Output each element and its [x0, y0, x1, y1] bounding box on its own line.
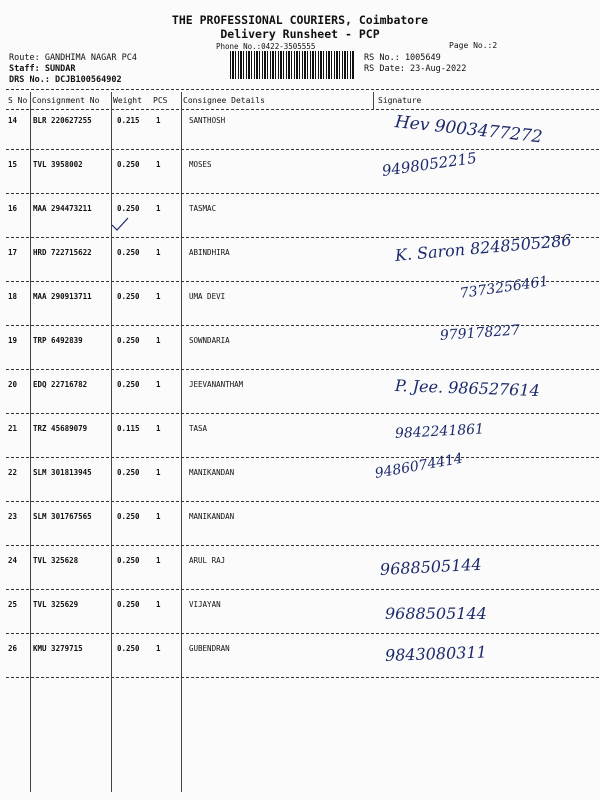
row-signature: 7373256461 [458, 273, 550, 302]
row-consignee: TASA [189, 424, 208, 433]
row-consignment: TRP 6492839 [33, 336, 83, 345]
row-sno: 19 [8, 336, 18, 345]
row-signature: 9843080311 [384, 642, 488, 665]
row-sno: 25 [8, 600, 18, 609]
row-divider [6, 545, 599, 546]
row-consignee: UMA DEVI [189, 292, 226, 301]
barcode-image [230, 51, 355, 79]
row-signature: 9486074414 [373, 450, 465, 482]
row-pcs: 1 [156, 248, 161, 257]
column-sno: S No [8, 96, 28, 105]
row-sno: 15 [8, 160, 18, 169]
row-pcs: 1 [156, 512, 161, 521]
header-top-rule [6, 89, 599, 90]
row-signature: 9688505144 [385, 604, 487, 623]
row-divider [6, 589, 599, 590]
row-consignee: VIJAYAN [189, 600, 221, 609]
row-signature: 9842241861 [394, 421, 485, 442]
row-consignee: GUBENDRAN [189, 644, 230, 653]
row-pcs: 1 [156, 424, 161, 433]
page-number: Page No.:2 [449, 41, 498, 50]
column-consignee: Consignee Details [183, 96, 265, 105]
row-weight: 0.250 [117, 336, 140, 345]
row-signature: P. Jee. 986527614 [394, 376, 541, 401]
drs-number: DRS No.: DCJB100564902 [9, 75, 122, 85]
row-signature: 9688505144 [379, 554, 483, 579]
row-weight: 0.250 [117, 160, 140, 169]
row-pcs: 1 [156, 204, 161, 213]
rs-date: RS Date: 23-Aug-2022 [364, 64, 467, 74]
row-divider [6, 149, 599, 150]
column-consignment: Consignment No [32, 96, 100, 105]
row-weight: 0.250 [117, 204, 140, 213]
row-consignment: SLM 301813945 [33, 468, 92, 477]
row-consignment: BLR 220627255 [33, 116, 92, 125]
row-weight: 0.250 [117, 468, 140, 477]
row-consignment: TRZ 45689079 [33, 424, 88, 433]
row-sno: 17 [8, 248, 18, 257]
row-sno: 22 [8, 468, 18, 477]
checkmark-icon [110, 216, 130, 232]
row-consignee: MOSES [189, 160, 212, 169]
header-bottom-rule [6, 109, 599, 110]
row-weight: 0.250 [117, 600, 140, 609]
row-consignee: TASMAC [189, 204, 217, 213]
company-title: THE PROFESSIONAL COURIERS, Coimbatore [171, 13, 429, 27]
row-weight: 0.250 [117, 292, 140, 301]
phone-number: Phone No.:0422-3505555 [216, 42, 316, 51]
row-divider [6, 501, 599, 502]
row-pcs: 1 [156, 600, 161, 609]
column-signature: Signature [378, 96, 422, 105]
row-consignee: ABINDHIRA [189, 248, 230, 257]
row-consignee: MANIKANDAN [189, 468, 235, 477]
row-pcs: 1 [156, 160, 161, 169]
column-divider [181, 92, 182, 792]
row-consignment: MAA 294473211 [33, 204, 92, 213]
column-divider [111, 92, 112, 792]
row-signature: Hev 9003477272 [393, 112, 544, 148]
row-pcs: 1 [156, 336, 161, 345]
row-signature: 9498052215 [380, 148, 478, 180]
column-pcs: PCS [153, 96, 168, 105]
row-divider [6, 413, 599, 414]
row-consignment: MAA 290913711 [33, 292, 92, 301]
row-consignment: TVL 325629 [33, 600, 79, 609]
row-weight: 0.250 [117, 512, 140, 521]
row-divider [6, 193, 599, 194]
row-weight: 0.115 [117, 424, 140, 433]
row-consignment: TVL 3958002 [33, 160, 83, 169]
row-sno: 18 [8, 292, 18, 301]
row-pcs: 1 [156, 116, 161, 125]
row-signature: 979178227 [439, 322, 521, 344]
row-signature: K. Saron 8248505286 [394, 230, 573, 265]
row-consignment: TVL 325628 [33, 556, 79, 565]
row-divider [6, 677, 599, 678]
column-divider [30, 92, 31, 792]
column-divider [373, 92, 374, 110]
row-sno: 21 [8, 424, 18, 433]
row-weight: 0.215 [117, 116, 140, 125]
row-consignment: HRD 722715622 [33, 248, 92, 257]
row-sno: 16 [8, 204, 18, 213]
row-sno: 23 [8, 512, 18, 521]
runsheet-title: Delivery Runsheet - PCP [220, 27, 380, 41]
row-consignment: EDQ 22716782 [33, 380, 88, 389]
row-divider [6, 457, 599, 458]
row-pcs: 1 [156, 468, 161, 477]
row-consignment: KMU 3279715 [33, 644, 83, 653]
row-weight: 0.250 [117, 380, 140, 389]
row-consignee: MANIKANDAN [189, 512, 235, 521]
row-consignee: JEEVANANTHAM [189, 380, 244, 389]
route-label: Route: GANDHIMA NAGAR PC4 [9, 53, 137, 63]
row-sno: 20 [8, 380, 18, 389]
row-sno: 26 [8, 644, 18, 653]
column-weight: Weight [113, 96, 142, 105]
row-pcs: 1 [156, 292, 161, 301]
row-consignee: SOWNDARIA [189, 336, 230, 345]
row-consignee: ARUL RAJ [189, 556, 226, 565]
row-divider [6, 633, 599, 634]
row-consignment: SLM 301767565 [33, 512, 92, 521]
rs-number: RS No.: 1005649 [364, 53, 441, 63]
staff-label: Staff: SUNDAR [9, 64, 76, 74]
row-weight: 0.250 [117, 644, 140, 653]
row-sno: 14 [8, 116, 18, 125]
row-pcs: 1 [156, 644, 161, 653]
row-divider [6, 369, 599, 370]
row-consignee: SANTHOSH [189, 116, 226, 125]
row-pcs: 1 [156, 380, 161, 389]
row-pcs: 1 [156, 556, 161, 565]
row-weight: 0.250 [117, 248, 140, 257]
row-weight: 0.250 [117, 556, 140, 565]
row-sno: 24 [8, 556, 18, 565]
